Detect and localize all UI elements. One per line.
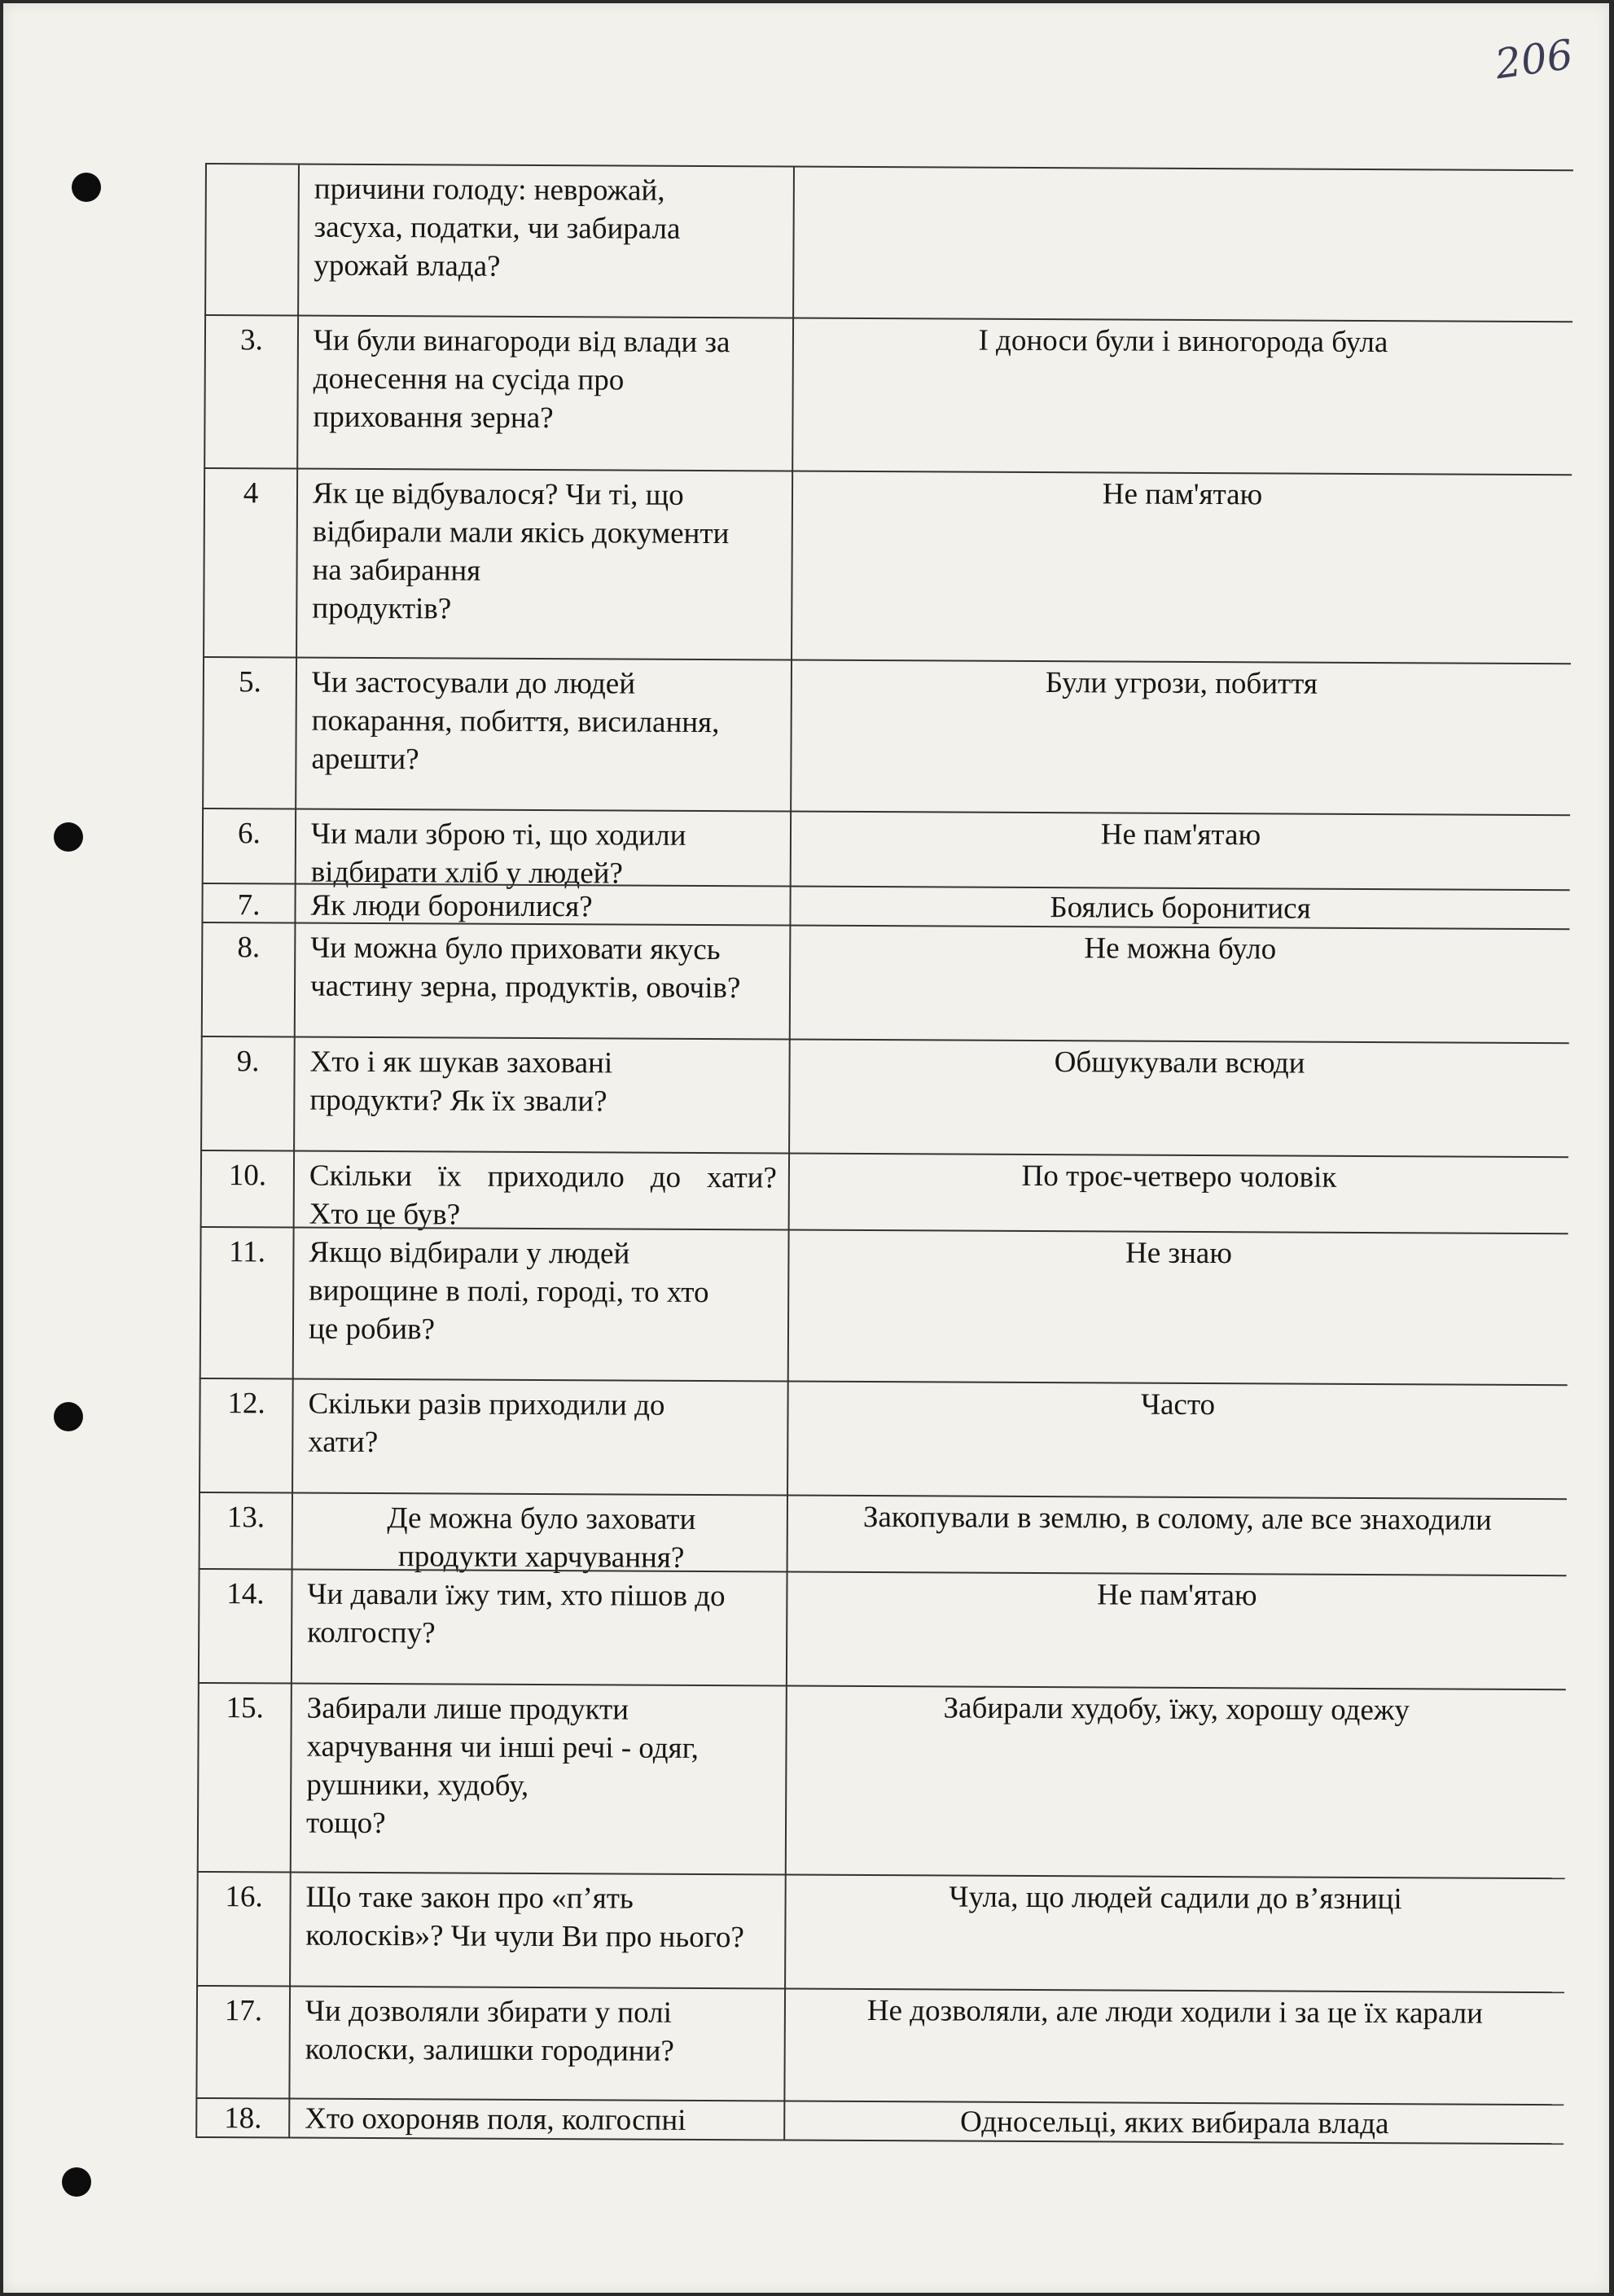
question-cell — [292, 1494, 787, 1573]
question-line: хати? — [308, 1425, 379, 1460]
question-line: приховання зерна? — [313, 400, 554, 436]
row-number: 11. — [200, 1228, 293, 1380]
punch-hole — [54, 822, 83, 852]
answer-cell: І доноси були і виногорода була — [792, 319, 1572, 476]
question-line: колгоспу? — [307, 1615, 436, 1650]
question-line: це робив? — [308, 1312, 436, 1347]
row-number: 5. — [202, 658, 296, 810]
question-cell — [295, 810, 790, 891]
question-line: покарання, побиття, висилання, — [311, 703, 720, 740]
question-line: тощо? — [305, 1806, 386, 1841]
punch-hole — [54, 1402, 83, 1431]
answer-cell: Не дозволяли, але люди ходили і за це їх карали — [783, 1990, 1564, 2106]
table-row — [204, 314, 1572, 475]
question-line: Як люди боронилися? — [310, 888, 593, 924]
row-number: 8. — [201, 923, 295, 1038]
question-line: засуха, податки, чи забирала — [314, 210, 681, 246]
answer-cell: Були угрози, побиття — [790, 661, 1571, 817]
document-sheet — [3, 3, 1609, 2293]
question-cell — [288, 1987, 784, 2102]
row-number: 16. — [196, 1873, 290, 1987]
question-line: продуктів? — [312, 591, 452, 626]
question-line: Чи застосували до людей — [311, 665, 636, 701]
answer-cell: Часто — [787, 1382, 1568, 1501]
table-row — [203, 467, 1572, 664]
question-line: рушники, худобу, — [306, 1768, 529, 1803]
table-row — [196, 1871, 1565, 1993]
question-line: Чи можна було приховати якусь — [310, 931, 721, 967]
answer-cell: Не знаю — [787, 1231, 1568, 1387]
question-line: Забирали лише продукти — [306, 1691, 629, 1727]
questionnaire-table — [195, 163, 1573, 2145]
question-line: відбирати хліб у людей? — [310, 855, 623, 891]
question-line: Чи давали їжу тим, хто пішов до — [307, 1577, 726, 1614]
question-cell — [290, 1685, 786, 1876]
question-line: продукти харчування? — [397, 1540, 685, 1575]
answer-cell: По троє-четверо чоловік — [788, 1155, 1568, 1235]
row-number: 7. — [201, 884, 294, 924]
question-cell — [289, 1873, 785, 1990]
answer-cell: Не можна було — [789, 927, 1570, 1045]
question-cell — [291, 1571, 787, 1687]
row-number: 4 — [203, 469, 296, 659]
answer-cell: Боялись боронитися — [789, 887, 1569, 931]
question-line: продукти? Як їх звали? — [309, 1083, 607, 1119]
table-row — [204, 163, 1573, 322]
table-row — [201, 922, 1570, 1044]
row-number: 10. — [200, 1151, 293, 1229]
row-number — [204, 164, 298, 317]
question-line: Хто і як шукав заховані — [309, 1045, 613, 1080]
question-line: колоски, залишки городини? — [305, 2032, 674, 2068]
question-line: Де можна було заховати — [387, 1501, 696, 1536]
answer-cell: Не пам'ятаю — [791, 472, 1572, 665]
question-line: донесення на сусіда про — [313, 361, 625, 397]
answer-cell: Обшукували всюди — [788, 1041, 1569, 1159]
punch-hole — [62, 2167, 91, 2197]
answer-cell: Односельці, яких вибирала влада — [783, 2102, 1564, 2144]
answer-cell — [792, 168, 1573, 323]
table-row — [195, 2097, 1564, 2145]
row-number: 6. — [202, 809, 295, 885]
answer-cell: Забирали худобу, їжу, хорошу одежу — [785, 1687, 1566, 1880]
question-line: Скільки разів приходили до — [308, 1387, 665, 1422]
question-line: Хто це був? — [309, 1197, 461, 1232]
question-line: причини голоду: неврожай, — [314, 172, 665, 208]
question-cell — [292, 1229, 788, 1382]
row-number: 15. — [197, 1684, 291, 1873]
row-number: 17. — [195, 1987, 289, 2100]
table-row — [202, 808, 1570, 891]
table-row — [200, 1226, 1568, 1386]
question-line: частину зерна, продуктів, овочів? — [309, 969, 741, 1006]
question-cell — [296, 470, 792, 661]
row-number: 13. — [199, 1493, 292, 1571]
table-row — [198, 1568, 1567, 1690]
question-cell — [295, 659, 791, 813]
handwritten-page-number: 206 — [1492, 30, 1577, 89]
punch-hole — [72, 173, 101, 202]
answer-cell: Не пам'ятаю — [790, 813, 1570, 892]
question-line: Чи були винагороди від влади за — [313, 323, 730, 360]
question-cell — [294, 924, 790, 1041]
question-line: Якщо відбирали у людей — [309, 1235, 630, 1271]
question-line: Хто охороняв поля, колгоспні — [305, 2101, 686, 2137]
question-line: колосків»? Чи чули Ви про нього? — [305, 1918, 745, 1955]
question-line: Чи дозволяли збирати у полі — [305, 1994, 673, 2030]
table-row — [202, 656, 1571, 816]
table-row — [195, 1985, 1564, 2105]
answer-cell: Чула, що людей садили до в’язниці — [784, 1876, 1565, 1994]
row-number: 14. — [198, 1570, 292, 1685]
question-line: вирощине в полі, городі, то хто — [309, 1273, 709, 1310]
question-cell — [297, 165, 793, 319]
row-number: 12. — [199, 1379, 292, 1494]
question-line: Що таке закон про «п’ять — [305, 1880, 634, 1916]
question-cell — [288, 2100, 783, 2140]
question-line: арешти? — [311, 742, 419, 777]
question-cell — [293, 1152, 788, 1231]
question-line: Як це відбувалося? Чи ті, що — [312, 476, 684, 512]
question-line: відбирали мали якісь документи — [312, 515, 730, 551]
row-number: 9. — [200, 1037, 294, 1152]
row-number: 3. — [204, 316, 297, 470]
table-row — [200, 1036, 1569, 1158]
question-line: Скільки їх приходило до хати? — [309, 1159, 778, 1195]
question-cell — [296, 317, 792, 472]
table-row — [200, 1150, 1568, 1234]
question-cell — [294, 885, 789, 927]
row-number: 18. — [195, 2099, 288, 2137]
question-cell — [292, 1380, 787, 1496]
table-row — [199, 1378, 1568, 1500]
question-line: Чи мали зброю ті, що ходили — [310, 817, 686, 852]
answer-cell: Не пам'ятаю — [786, 1573, 1567, 1691]
table-row — [199, 1492, 1567, 1576]
question-line: урожай влада? — [314, 248, 501, 283]
answer-cell: Закопували в землю, в солому, але все знаходили — [787, 1496, 1567, 1577]
table-row — [197, 1682, 1566, 1879]
question-cell — [293, 1038, 789, 1155]
question-line: на забирання — [312, 553, 481, 588]
question-line: харчування чи інші речі - одяг, — [306, 1729, 699, 1765]
